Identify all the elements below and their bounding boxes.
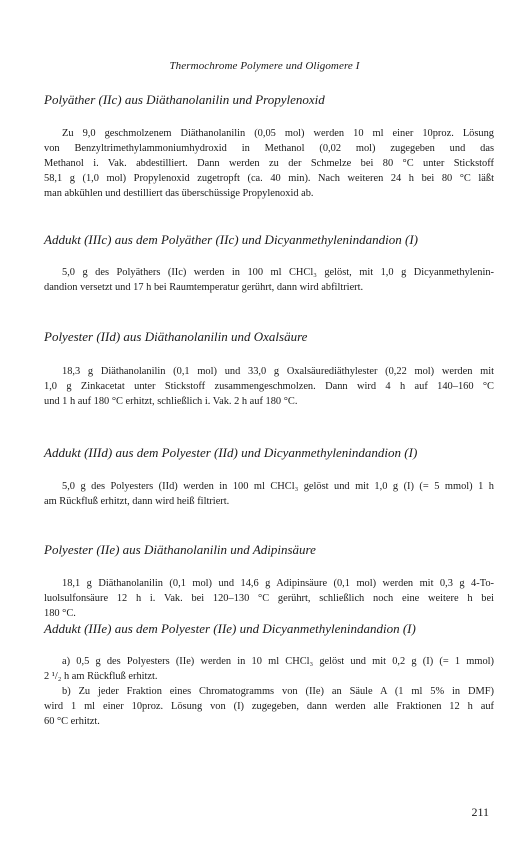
running-head: Thermochrome Polymere und Oligomere I — [169, 60, 360, 72]
paragraph-addukt-iiie-a — [44, 654, 494, 684]
text-line: Zu 9,0 geschmolzenem Diäthanolanilin (0,05 mol) werden 10 ml einer 10proz. Lösung — [62, 128, 494, 139]
text-line: 5,0 g des Polyäthers (IIc) werden in 100 ml CHCl₃ gelöst, mit 1,0 g Dicyanmethylenin- — [62, 267, 494, 278]
text-line: 18,3 g Diäthanolanilin (0,1 mol) und 33,0 g Oxalsäurediäthylester (0,22 mol) werden mit — [62, 366, 494, 377]
text-line: 58,1 g (1,0 mol) Propylenoxid zugetropft (ca. 40 min). Nach weiteren 24 h bei 80 °C läßt — [44, 173, 494, 184]
text-line: von Benzyltrimethylammoniumhydroxid in Methanol (0,02 mol) zugegeben und das — [44, 143, 494, 154]
text-line: 180 °C. — [44, 608, 76, 619]
text-line: wird 1 ml einer 10proz. Lösung von (I) zugegeben, dann werden alle Fraktionen 12 h auf — [44, 701, 494, 712]
section-title-addukt-iiid: Addukt (IIId) aus dem Polyester (IId) und Dicyanmethylenindandion (I) — [44, 445, 418, 460]
paragraph-polyaether-iic — [44, 126, 494, 201]
text-line: a) 0,5 g des Polyesters (IIe) werden in 10 ml CHCl₃ gelöst und mit 0,2 g (I) (= 1 mmol) — [62, 656, 494, 667]
paragraph-addukt-iiic — [44, 265, 494, 295]
section-title-polyester-iid: Polyester (IId) aus Diäthanolanilin und Oxalsäure — [44, 329, 308, 344]
section-title-polyaether-iic: Polyäther (IIc) aus Diäthanolanilin und Propylenoxid — [44, 92, 325, 107]
text-line: Methanol i. Vak. abdestilliert. Dann werden zu der Schmelze bei 80 °C unter Stickstoff — [44, 158, 494, 169]
section-title-addukt-iiic: Addukt (IIIc) aus dem Polyäther (IIc) und Dicyanmethylenindandion (I) — [44, 232, 418, 247]
text-line: 18,1 g Diäthanolanilin (0,1 mol) und 14,6 g Adipinsäure (0,1 mol) werden mit 0,3 g 4-To- — [62, 578, 494, 589]
text-line: 5,0 g des Polyesters (IId) werden in 100 ml CHCl₃ gelöst und mit 1,0 g (I) (= 5 mmol) 1 h — [62, 481, 494, 492]
text-line: am Rückfluß erhitzt, dann wird heiß filtriert. — [44, 496, 230, 507]
section-title-addukt-iiie: Addukt (IIIe) aus dem Polyester (IIe) und Dicyanmethylenindandion (I) — [44, 621, 416, 636]
text-line: und 1 h auf 180 °C erhitzt, schließlich i. Vak. 2 h auf 180 °C. — [44, 396, 298, 407]
section-title-polyester-iie: Polyester (IIe) aus Diäthanolanilin und Adipinsäure — [44, 542, 316, 557]
paragraph-polyester-iie — [44, 576, 494, 621]
text-line: b) Zu jeder Fraktion eines Chromatogramms von (IIe) an Säule A (1 ml 5% in DMF) — [62, 686, 494, 697]
text-line: 60 °C erhitzt. — [44, 716, 100, 727]
text-line: 2 ¹/₂ h am Rückfluß erhitzt. — [44, 671, 158, 682]
text-line: luolsulfonsäure 12 h i. Vak. bei 120–130 °C gerührt, schließlich noch eine weitere h bei — [44, 593, 494, 604]
paragraph-addukt-iiid — [44, 479, 494, 509]
paragraph-addukt-iiie-b — [44, 684, 494, 729]
text-line: 1,0 g Zinkacetat unter Stickstoff zusammengeschmolzen. Dann wird 4 h auf 140–160 °C — [44, 381, 494, 392]
text-line: man abkühlen und destilliert das überschüssige Propylenoxid ab. — [44, 188, 314, 199]
paragraph-polyester-iid — [44, 364, 494, 409]
text-line: dandion versetzt und 17 h bei Raumtemperatur gerührt, dann wird abfiltriert. — [44, 282, 364, 293]
page-number: 211 — [471, 805, 489, 819]
